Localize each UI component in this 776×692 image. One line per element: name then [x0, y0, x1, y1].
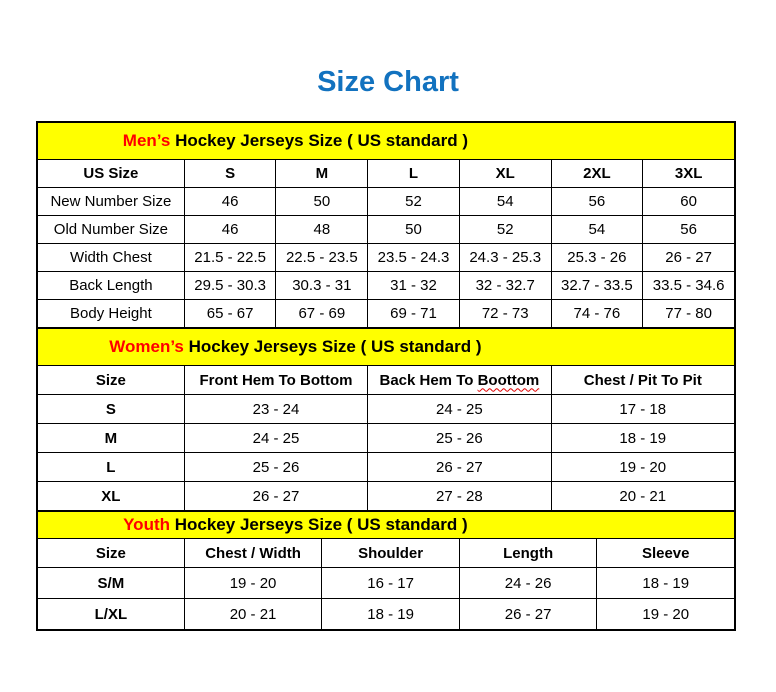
youth-title-highlight: Youth: [123, 515, 171, 534]
column-header-3xl: 3XL: [643, 160, 735, 188]
value-cell: 19 - 20: [597, 599, 735, 630]
value-cell: 18 - 19: [551, 424, 734, 453]
column-header-chest-width: Chest / Width: [184, 539, 322, 568]
value-cell: 26 - 27: [184, 482, 367, 511]
value-cell: 48: [276, 216, 368, 244]
value-cell: 69 - 71: [368, 300, 460, 328]
value-cell: 26 - 27: [368, 453, 551, 482]
column-header-chest-pit: Chest / Pit To Pit: [551, 366, 734, 395]
column-header-xl: XL: [459, 160, 551, 188]
value-cell: 32.7 - 33.5: [551, 272, 643, 300]
value-cell: 74 - 76: [551, 300, 643, 328]
column-header-s: S: [184, 160, 276, 188]
value-cell: 65 - 67: [184, 300, 276, 328]
table-row-womens-l: [38, 453, 735, 482]
page-title: Size Chart: [317, 66, 459, 98]
value-cell: 33.5 - 34.6: [643, 272, 735, 300]
value-cell: 60: [643, 188, 735, 216]
table-row-new-number-size: [38, 188, 735, 216]
row-label: L/XL: [38, 599, 185, 630]
column-header-size: Size: [38, 539, 185, 568]
table-row-youth-sm: [38, 568, 735, 599]
value-cell: 54: [551, 216, 643, 244]
column-header-shoulder: Shoulder: [322, 539, 460, 568]
mens-title-highlight: Men’s: [122, 131, 171, 150]
row-label: Body Height: [38, 300, 185, 328]
back-hem-prefix: Back Hem To: [379, 371, 478, 389]
column-header-us-size: US Size: [38, 160, 185, 188]
mens-table-title: [38, 123, 735, 160]
womens-size-table: [37, 328, 735, 511]
size-chart: [36, 121, 736, 631]
column-header-size: Size: [38, 366, 185, 395]
value-cell: 24 - 25: [368, 395, 551, 424]
womens-title-highlight: Women’s: [109, 337, 184, 356]
row-label: Back Length: [38, 272, 185, 300]
value-cell: 20 - 21: [184, 599, 322, 630]
value-cell: 24 - 26: [459, 568, 597, 599]
value-cell: 17 - 18: [551, 395, 734, 424]
value-cell: 23.5 - 24.3: [368, 244, 460, 272]
mens-header-row: [38, 160, 735, 188]
value-cell: 25 - 26: [184, 453, 367, 482]
value-cell: 25.3 - 26: [551, 244, 643, 272]
youth-header-row: [38, 539, 735, 568]
value-cell: 18 - 19: [322, 599, 460, 630]
table-row-womens-xl: [38, 482, 735, 511]
value-cell: 23 - 24: [184, 395, 367, 424]
value-cell: 24 - 25: [184, 424, 367, 453]
value-cell: 30.3 - 31: [276, 272, 368, 300]
value-cell: 26 - 27: [643, 244, 735, 272]
value-cell: 18 - 19: [597, 568, 735, 599]
column-header-2xl: 2XL: [551, 160, 643, 188]
column-header-l: L: [368, 160, 460, 188]
value-cell: 27 - 28: [368, 482, 551, 511]
column-header-sleeve: Sleeve: [597, 539, 735, 568]
table-row-back-length: [38, 272, 735, 300]
value-cell: 19 - 20: [551, 453, 734, 482]
womens-title-rest: Hockey Jerseys Size ( US standard ): [183, 337, 482, 356]
value-cell: 56: [643, 216, 735, 244]
table-row-youth-lxl: [38, 599, 735, 630]
mens-size-table: [37, 122, 735, 328]
value-cell: 54: [459, 188, 551, 216]
row-label: XL: [38, 482, 185, 511]
value-cell: 22.5 - 23.5: [276, 244, 368, 272]
back-hem-misspelled-word: Boottom: [477, 371, 540, 389]
column-header-m: M: [276, 160, 368, 188]
row-label: L: [38, 453, 185, 482]
value-cell: 21.5 - 22.5: [184, 244, 276, 272]
value-cell: 24.3 - 25.3: [459, 244, 551, 272]
womens-table-title: [38, 329, 735, 366]
mens-title-rest: Hockey Jerseys Size ( US standard ): [170, 131, 468, 150]
youth-table-title: [38, 512, 735, 539]
column-header-length: Length: [459, 539, 597, 568]
value-cell: 29.5 - 30.3: [184, 272, 276, 300]
womens-header-row: [38, 366, 735, 395]
row-label: Old Number Size: [38, 216, 185, 244]
value-cell: 50: [368, 216, 460, 244]
table-row-womens-s: [38, 395, 735, 424]
youth-size-table: [37, 511, 735, 630]
womens-table-title-band: [38, 329, 735, 366]
value-cell: 52: [459, 216, 551, 244]
value-cell: 16 - 17: [322, 568, 460, 599]
value-cell: 26 - 27: [459, 599, 597, 630]
value-cell: 52: [368, 188, 460, 216]
row-label: M: [38, 424, 185, 453]
table-row-womens-m: [38, 424, 735, 453]
value-cell: 32 - 32.7: [459, 272, 551, 300]
value-cell: 25 - 26: [368, 424, 551, 453]
youth-table-title-band: [38, 512, 735, 539]
value-cell: 46: [184, 216, 276, 244]
value-cell: 50: [276, 188, 368, 216]
value-cell: 67 - 69: [276, 300, 368, 328]
row-label: S: [38, 395, 185, 424]
table-row-width-chest: [38, 244, 735, 272]
value-cell: 77 - 80: [643, 300, 735, 328]
row-label: New Number Size: [38, 188, 185, 216]
row-label: Width Chest: [38, 244, 185, 272]
table-row-old-number-size: [38, 216, 735, 244]
mens-table-title-band: [38, 123, 735, 160]
value-cell: 56: [551, 188, 643, 216]
value-cell: 20 - 21: [551, 482, 734, 511]
youth-title-rest: Hockey Jerseys Size ( US standard ): [170, 515, 468, 534]
table-row-body-height: [38, 300, 735, 328]
column-header-front-hem: Front Hem To Bottom: [184, 366, 367, 395]
value-cell: 31 - 32: [368, 272, 460, 300]
value-cell: 46: [184, 188, 276, 216]
value-cell: 19 - 20: [184, 568, 322, 599]
column-header-back-hem: [368, 366, 551, 395]
row-label: S/M: [38, 568, 185, 599]
value-cell: 72 - 73: [459, 300, 551, 328]
